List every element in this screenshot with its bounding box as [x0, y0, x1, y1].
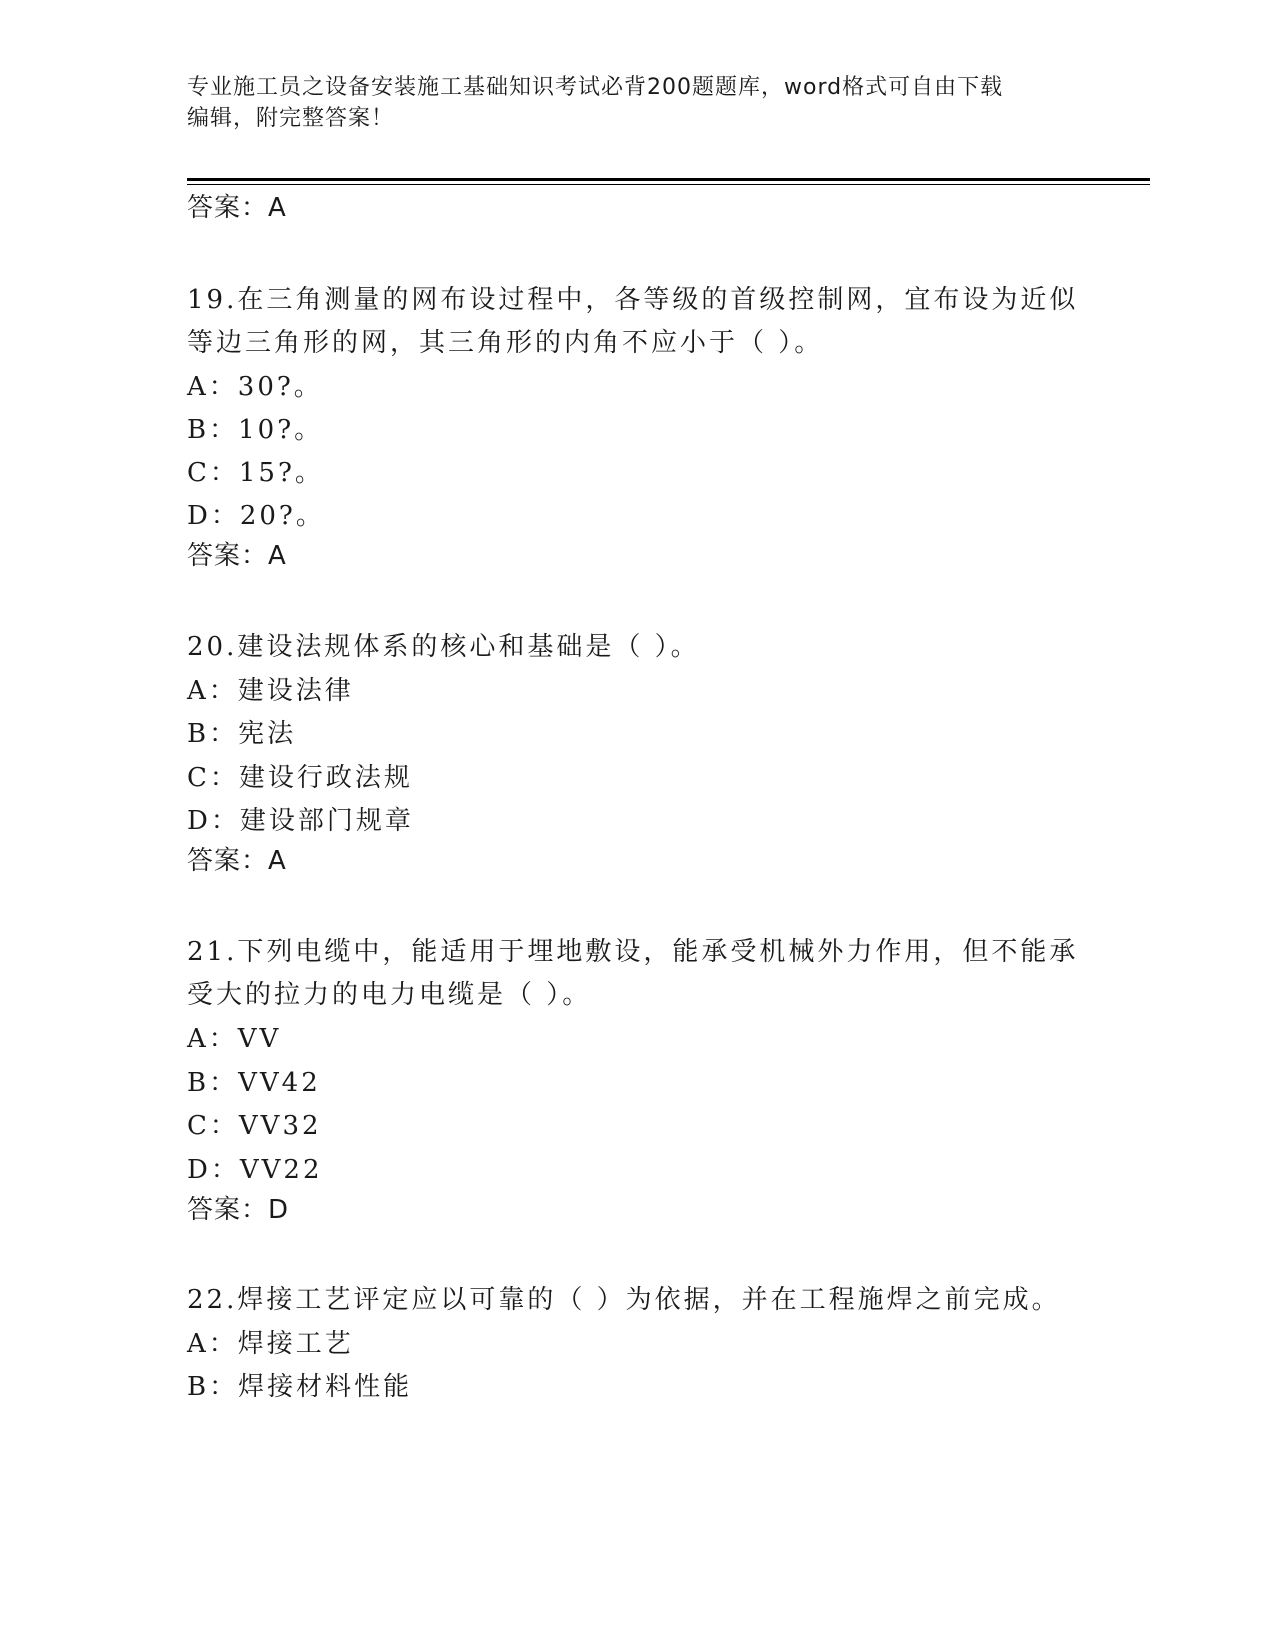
- question-20-option-a: A：建设法律: [187, 676, 354, 706]
- question-20-text-line-1: 20.建设法规体系的核心和基础是（ ）。: [187, 632, 700, 662]
- question-22-option-a: A：焊接工艺: [187, 1329, 354, 1359]
- question-19-option-d: D：20?。: [187, 501, 325, 531]
- header-line-1: 专业施工员之设备安装施工基础知识考试必背200题题库，word格式可自由下载: [187, 75, 1004, 100]
- question-19-option-c: C：15?。: [187, 458, 324, 488]
- question-22-option-b: B：焊接材料性能: [187, 1372, 413, 1402]
- question-19-text-line-1: 19.在三角测量的网布设过程中，各等级的首级控制网，宜布设为近似: [187, 285, 1079, 315]
- question-22-text-line-1: 22.焊接工艺评定应以可靠的（ ）为依据，并在工程施焊之前完成。: [187, 1285, 1061, 1315]
- question-20-option-b: B：宪法: [187, 719, 297, 749]
- question-21-text-line-2: 受大的拉力的电力电缆是（ ）。: [187, 980, 592, 1010]
- question-19-option-b: B：10?。: [187, 415, 324, 445]
- question-21-text-line-1: 21.下列电缆中，能适用于埋地敷设，能承受机械外力作用，但不能承: [187, 937, 1079, 967]
- header-line-2: 编辑，附完整答案！: [187, 106, 395, 131]
- question-19-text-line-2: 等边三角形的网，其三角形的内角不应小于（ ）。: [187, 328, 824, 358]
- answer-18: 答案：A: [187, 193, 287, 223]
- header-rule-thin: [187, 184, 1150, 185]
- question-21-option-a: A：VV: [187, 1024, 282, 1054]
- answer-20: 答案：A: [187, 846, 287, 876]
- answer-19: 答案：A: [187, 541, 287, 571]
- question-20-option-c: C：建设行政法规: [187, 763, 413, 793]
- question-20-option-d: D：建设部门规章: [187, 806, 414, 836]
- header-rule-thick: [187, 178, 1150, 181]
- answer-21: 答案：D: [187, 1195, 290, 1225]
- question-21-option-b: B：VV42: [187, 1068, 321, 1098]
- question-19-option-a: A：30?。: [187, 372, 323, 402]
- question-21-option-c: C：VV32: [187, 1111, 322, 1141]
- question-21-option-d: D：VV22: [187, 1155, 323, 1185]
- page-header: [187, 72, 1067, 134]
